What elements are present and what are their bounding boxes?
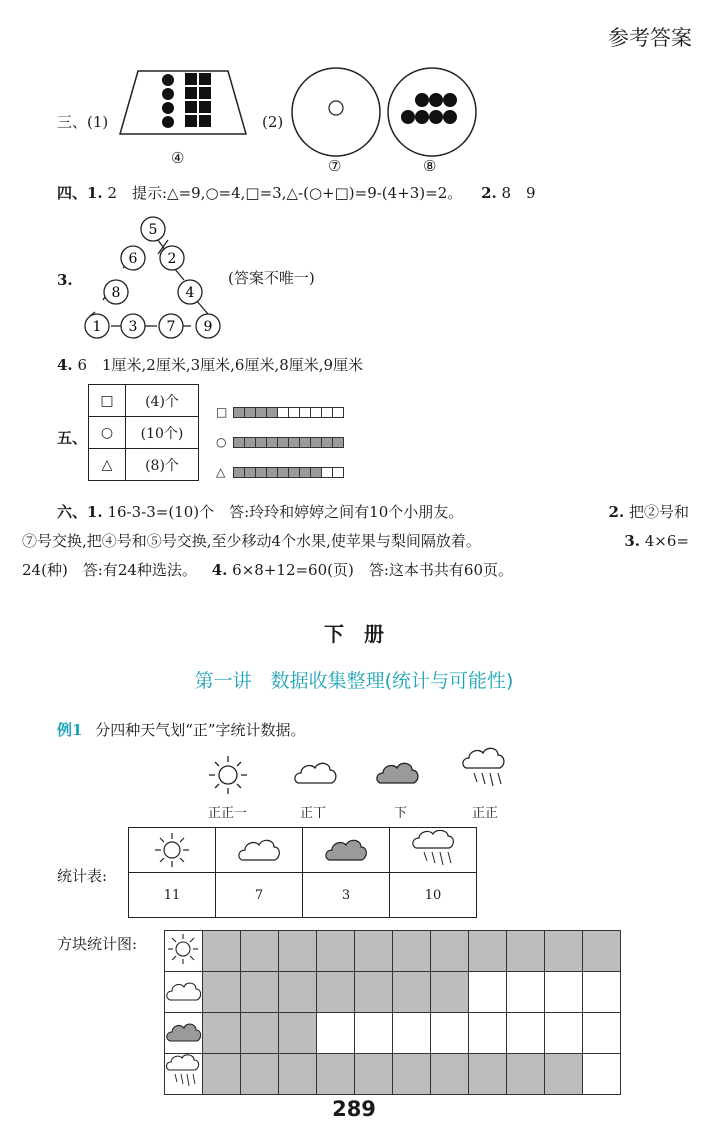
shape-cell: □ bbox=[89, 385, 126, 417]
chart-block-cloudy bbox=[507, 972, 545, 1013]
chart-block-sunny bbox=[317, 931, 355, 972]
count-cloudy: 7 bbox=[216, 873, 303, 918]
sun-icon bbox=[165, 931, 201, 967]
overcast-cloud-icon bbox=[324, 835, 368, 865]
chart-block-sunny bbox=[431, 931, 469, 972]
chart-block-rainy bbox=[317, 1054, 355, 1095]
sec6-q4-label: 4. bbox=[211, 561, 228, 579]
overcast-cloud-icon bbox=[165, 1013, 201, 1049]
count-overcast: 3 bbox=[303, 873, 390, 918]
chart-block-overcast bbox=[507, 1013, 545, 1054]
sec6-q2-label: 2. bbox=[608, 503, 625, 521]
caption-7: ⑦ bbox=[328, 157, 342, 175]
chart-block-overcast bbox=[279, 1013, 317, 1054]
sec6-q4-body: 6×8+12=60(页) 答:这本书共有60页。 bbox=[232, 561, 513, 579]
chart-block-overcast bbox=[469, 1013, 507, 1054]
sec6-q2-head: 把②号和 bbox=[628, 503, 689, 521]
chart-block-rainy bbox=[355, 1054, 393, 1095]
chart-block-rainy bbox=[203, 1054, 241, 1095]
table-row bbox=[129, 828, 477, 873]
chart-block-rainy bbox=[469, 1054, 507, 1095]
sec6-q3-body: 24(种) 答:有24种选法。 bbox=[22, 561, 197, 579]
bar-cell bbox=[332, 437, 344, 448]
header-cell-rainy bbox=[390, 828, 477, 873]
table-row bbox=[89, 417, 199, 449]
bar-cell bbox=[332, 407, 344, 418]
chart-row-overcast bbox=[165, 1013, 621, 1054]
tri-num-bottom-3: 7 bbox=[166, 319, 176, 335]
chart-block-rainy bbox=[545, 1054, 583, 1095]
rain-icon bbox=[460, 746, 508, 796]
chart-block-cloudy bbox=[583, 972, 621, 1013]
chart-block-cloudy bbox=[317, 972, 355, 1013]
chart-block-cloudy bbox=[203, 972, 241, 1013]
sec4-q1-text: 2 提示:△=9,○=4,□=3,△-(○+□)=9-(4+3)=2。 bbox=[107, 184, 463, 202]
chart-block-overcast bbox=[545, 1013, 583, 1054]
sec4-line1 bbox=[57, 183, 536, 203]
bar-cells bbox=[234, 407, 344, 418]
chart-block-sunny bbox=[583, 931, 621, 972]
header-cell-overcast bbox=[303, 828, 390, 873]
page-number: 289 bbox=[332, 1097, 376, 1121]
chart-block-overcast bbox=[431, 1013, 469, 1054]
sec6-label: 六、1. bbox=[57, 503, 103, 521]
table-label: 统计表: bbox=[57, 867, 108, 885]
chart-row-rainy bbox=[165, 1054, 621, 1095]
chart-block-rainy bbox=[241, 1054, 279, 1095]
circle-icon: ○ bbox=[216, 435, 227, 449]
chart-block-cloudy bbox=[393, 972, 431, 1013]
table-row bbox=[129, 873, 477, 918]
square-icon: □ bbox=[216, 405, 228, 419]
sec3-label: 三、(1) bbox=[57, 113, 109, 131]
tri-num-bottom-1: 1 bbox=[92, 319, 102, 335]
tri-num-left-2: 8 bbox=[111, 285, 121, 301]
tally-rainy: 正正 bbox=[472, 806, 499, 821]
sec6-line2 bbox=[22, 531, 689, 551]
bar-cell bbox=[332, 467, 344, 478]
chart-block-sunny bbox=[355, 931, 393, 972]
chart-row-cloudy bbox=[165, 972, 621, 1013]
table-row bbox=[89, 449, 199, 481]
chart-block-rainy bbox=[279, 1054, 317, 1095]
count-sunny: 11 bbox=[129, 873, 216, 918]
count-cell: (10个) bbox=[126, 417, 199, 449]
sec4-note: (答案不唯一) bbox=[228, 269, 315, 287]
bar-row-square bbox=[216, 397, 344, 427]
header-cell-sunny bbox=[129, 828, 216, 873]
cloud-icon bbox=[165, 972, 201, 1008]
sec6-line1 bbox=[57, 502, 689, 522]
chart-block-cloudy bbox=[431, 972, 469, 1013]
chart-block-cloudy bbox=[279, 972, 317, 1013]
chart-block-rainy bbox=[583, 1054, 621, 1095]
sec6-q3-label: 3. bbox=[624, 532, 640, 550]
overcast-cloud-icon bbox=[374, 756, 422, 790]
trapezoid-figure bbox=[116, 68, 250, 138]
row-icon-cell bbox=[165, 1013, 203, 1054]
rain-icon bbox=[165, 1054, 201, 1090]
chart-block-sunny bbox=[507, 931, 545, 972]
count-rainy: 10 bbox=[390, 873, 477, 918]
sun-icon bbox=[152, 830, 192, 870]
sec6-q2-body: ⑦号交换,把④号和⑤号交换,至少移动4个水果,使苹果与梨间隔放着。 bbox=[22, 532, 481, 550]
chart-block-sunny bbox=[469, 931, 507, 972]
tally-sunny: 正正一 bbox=[208, 806, 248, 821]
example-line bbox=[57, 720, 306, 740]
shape-cell: △ bbox=[89, 449, 126, 481]
chart-block-overcast bbox=[241, 1013, 279, 1054]
chart-block-sunny bbox=[545, 931, 583, 972]
tri-num-right-1: 2 bbox=[167, 251, 177, 267]
sec4-q2-answer: 8 9 bbox=[501, 184, 536, 202]
running-header: 参考答案 bbox=[608, 26, 692, 50]
chart-block-sunny bbox=[203, 931, 241, 972]
example-label: 例1 bbox=[57, 721, 83, 739]
circle-figure-a bbox=[290, 66, 382, 158]
cloud-icon bbox=[237, 835, 281, 865]
rain-icon bbox=[411, 830, 455, 870]
chart-block-overcast bbox=[355, 1013, 393, 1054]
sec6-line3 bbox=[22, 560, 513, 580]
stats-table bbox=[128, 827, 477, 918]
chart-block-rainy bbox=[393, 1054, 431, 1095]
bar-cells bbox=[234, 437, 344, 448]
sec4-q3-label: 3. bbox=[57, 271, 73, 289]
table-row bbox=[89, 385, 199, 417]
cloud-icon bbox=[292, 756, 340, 790]
chart-block-overcast bbox=[317, 1013, 355, 1054]
circle-figure-b bbox=[386, 66, 478, 158]
shape-cell: ○ bbox=[89, 417, 126, 449]
number-triangle bbox=[78, 212, 228, 342]
lesson-title: 第一讲 数据收集整理(统计与可能性) bbox=[194, 670, 514, 692]
sec4-q4-label: 4. bbox=[57, 356, 73, 374]
row-icon-cell bbox=[165, 931, 203, 972]
chart-block-sunny bbox=[241, 931, 279, 972]
tri-num-bottom-4: 9 bbox=[203, 319, 213, 335]
caption-8: ⑧ bbox=[423, 157, 437, 175]
tri-num-top: 5 bbox=[148, 222, 158, 238]
count-cell: (4)个 bbox=[126, 385, 199, 417]
block-chart bbox=[164, 930, 621, 1095]
caption-4: ④ bbox=[171, 149, 185, 167]
chart-block-overcast bbox=[203, 1013, 241, 1054]
sec6-q1: 16-3-3=(10)个 答:玲玲和婷婷之间有10个小朋友。 bbox=[107, 503, 464, 521]
sec4-q2-label: 2. bbox=[481, 184, 497, 202]
row-icon-cell bbox=[165, 972, 203, 1013]
sec3-label-2: (2) bbox=[262, 113, 284, 131]
sec4-q4-text: 6 1厘米,2厘米,3厘米,6厘米,8厘米,9厘米 bbox=[77, 356, 364, 374]
chart-row-sunny bbox=[165, 931, 621, 972]
count-cell: (8)个 bbox=[126, 449, 199, 481]
shape-count-table bbox=[88, 384, 199, 481]
sec6-q3-head: 4×6= bbox=[644, 532, 689, 550]
row-icon-cell bbox=[165, 1054, 203, 1095]
tally-cloudy: 正丅 bbox=[300, 806, 327, 821]
chart-block-overcast bbox=[393, 1013, 431, 1054]
bar-cells bbox=[234, 467, 344, 478]
tri-num-right-2: 4 bbox=[185, 285, 195, 301]
tally-overcast: 下 bbox=[394, 806, 408, 821]
chart-block-cloudy bbox=[241, 972, 279, 1013]
header-cell-cloudy bbox=[216, 828, 303, 873]
chart-block-rainy bbox=[431, 1054, 469, 1095]
sun-icon bbox=[205, 752, 251, 798]
example-text: 分四种天气划“正”字统计数据。 bbox=[95, 721, 306, 739]
tri-num-bottom-2: 3 bbox=[128, 319, 138, 335]
chart-block-cloudy bbox=[469, 972, 507, 1013]
chart-label: 方块统计图: bbox=[57, 935, 138, 953]
sec4-label: 四、1. bbox=[57, 184, 103, 202]
volume-title: 下 册 bbox=[324, 622, 384, 646]
sec4-q4-line bbox=[57, 355, 363, 375]
chart-block-cloudy bbox=[545, 972, 583, 1013]
chart-block-rainy bbox=[507, 1054, 545, 1095]
tri-num-left-1: 6 bbox=[128, 251, 138, 267]
chart-block-sunny bbox=[393, 931, 431, 972]
shape-bars bbox=[216, 397, 344, 487]
chart-block-cloudy bbox=[355, 972, 393, 1013]
bar-row-circle bbox=[216, 427, 344, 457]
bar-row-triangle bbox=[216, 457, 344, 487]
triangle-icon: △ bbox=[216, 465, 226, 479]
chart-block-overcast bbox=[583, 1013, 621, 1054]
sec5-label: 五、 bbox=[57, 429, 88, 447]
chart-block-sunny bbox=[279, 931, 317, 972]
